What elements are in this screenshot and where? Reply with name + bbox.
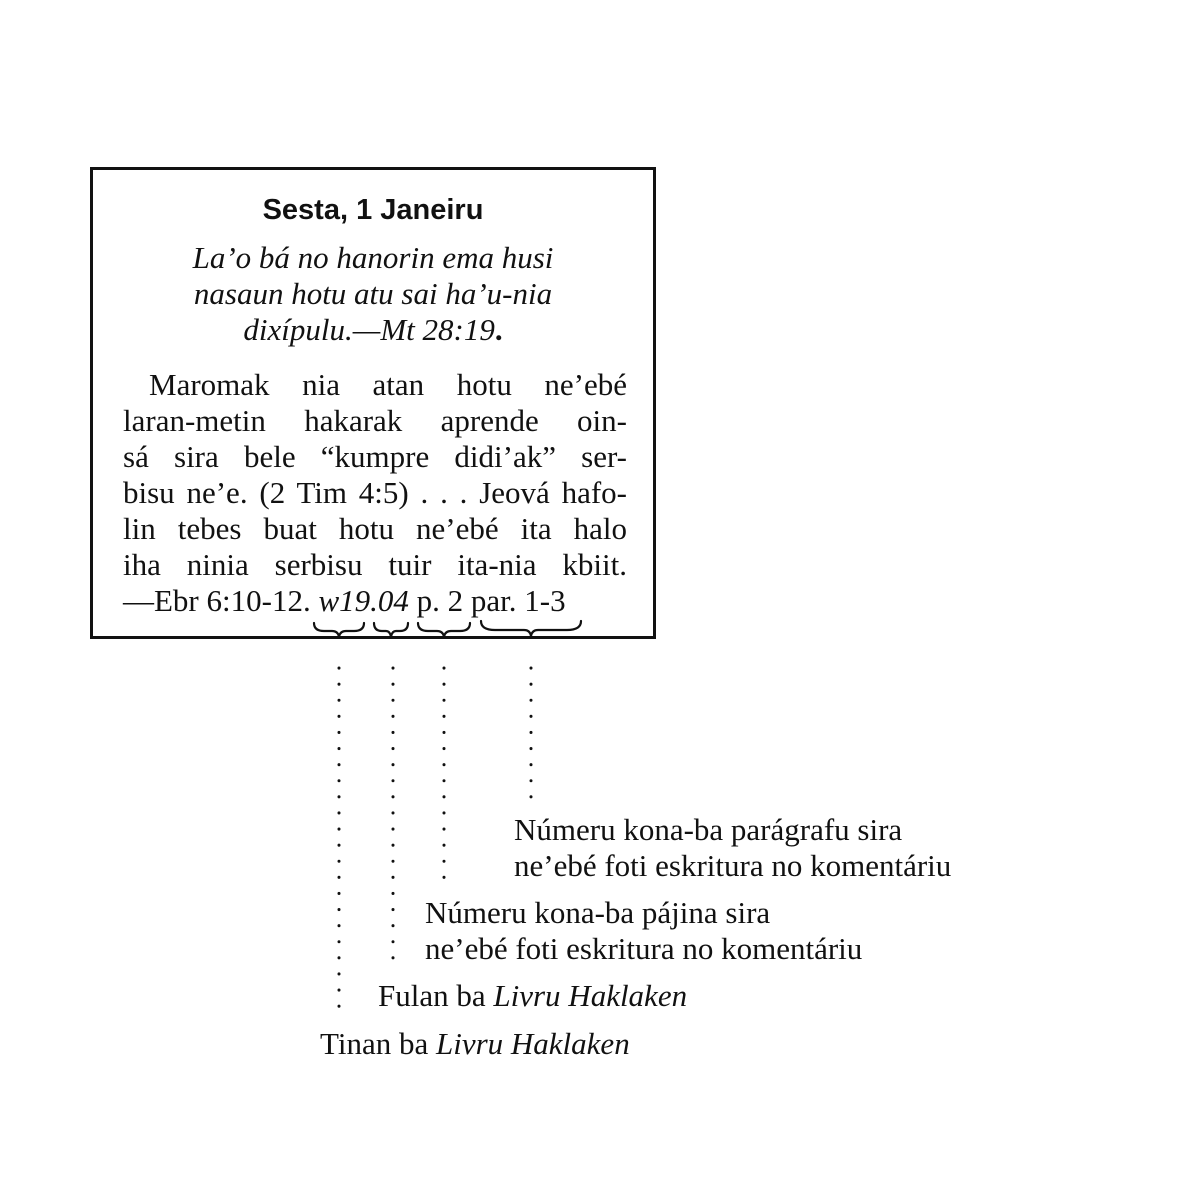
verse-reference: —Mt 28:19 bbox=[352, 312, 495, 347]
month-label-book: Livru Haklaken bbox=[493, 978, 688, 1013]
page-number-label bbox=[425, 895, 862, 967]
paragraph-label-line: ne’ebé foti eskritura no komentáriu bbox=[514, 848, 952, 883]
paragraph-reference: par. 1-3 bbox=[470, 583, 566, 618]
theme-scripture bbox=[123, 240, 623, 348]
comment-line: Maromak nia atan hotu ne’ebé bbox=[149, 367, 627, 402]
paragraph-label-line: Númeru kona-ba parágrafu sira bbox=[514, 812, 903, 847]
year-label bbox=[320, 1026, 630, 1062]
publication-month: 04 bbox=[377, 583, 409, 618]
verse-line: La’o bá no hanorin ema husi bbox=[192, 240, 554, 275]
month-label-prefix: Fulan ba bbox=[378, 978, 486, 1013]
year-label-book: Livru Haklaken bbox=[435, 1026, 630, 1061]
year-label-prefix: Tinan ba bbox=[320, 1026, 429, 1061]
page-label-line: Númeru kona-ba pájina sira bbox=[425, 895, 771, 930]
comment-line: laran-metin hakarak aprende oin- bbox=[123, 403, 627, 438]
comment-line: iha ninia serbisu tuir ita-nia kbiit. bbox=[123, 547, 627, 582]
publication-year: w19 bbox=[318, 583, 371, 618]
comment-text bbox=[123, 367, 627, 619]
comment-reference-line bbox=[123, 583, 627, 619]
verse-line: nasaun hotu atu sai ha’u-nia bbox=[193, 276, 553, 311]
comment-scripture-ref: —Ebr 6:10-12. bbox=[123, 583, 311, 618]
date-heading: Sesta, 1 Janeiru bbox=[262, 194, 484, 226]
month-label bbox=[378, 978, 687, 1014]
daily-text-card bbox=[90, 167, 656, 639]
paragraph-number-label bbox=[514, 812, 951, 884]
verse-end-period: . bbox=[494, 312, 503, 347]
comment-line: lin tebes buat hotu ne’ebé ita halo bbox=[123, 511, 627, 546]
publication-dot: . bbox=[370, 583, 378, 618]
verse-last-word: dixípulu. bbox=[243, 312, 353, 347]
page-reference: p. 2 bbox=[416, 583, 464, 618]
page-label-line: ne’ebé foti eskritura no komentáriu bbox=[425, 931, 863, 966]
verse-line-last bbox=[123, 312, 623, 348]
comment-line: bisu ne’e. (2 Tim 4:5) . . . Jeová hafo- bbox=[123, 475, 627, 510]
comment-line: sá sira bele “kumpre didi’ak” ser- bbox=[123, 439, 627, 474]
